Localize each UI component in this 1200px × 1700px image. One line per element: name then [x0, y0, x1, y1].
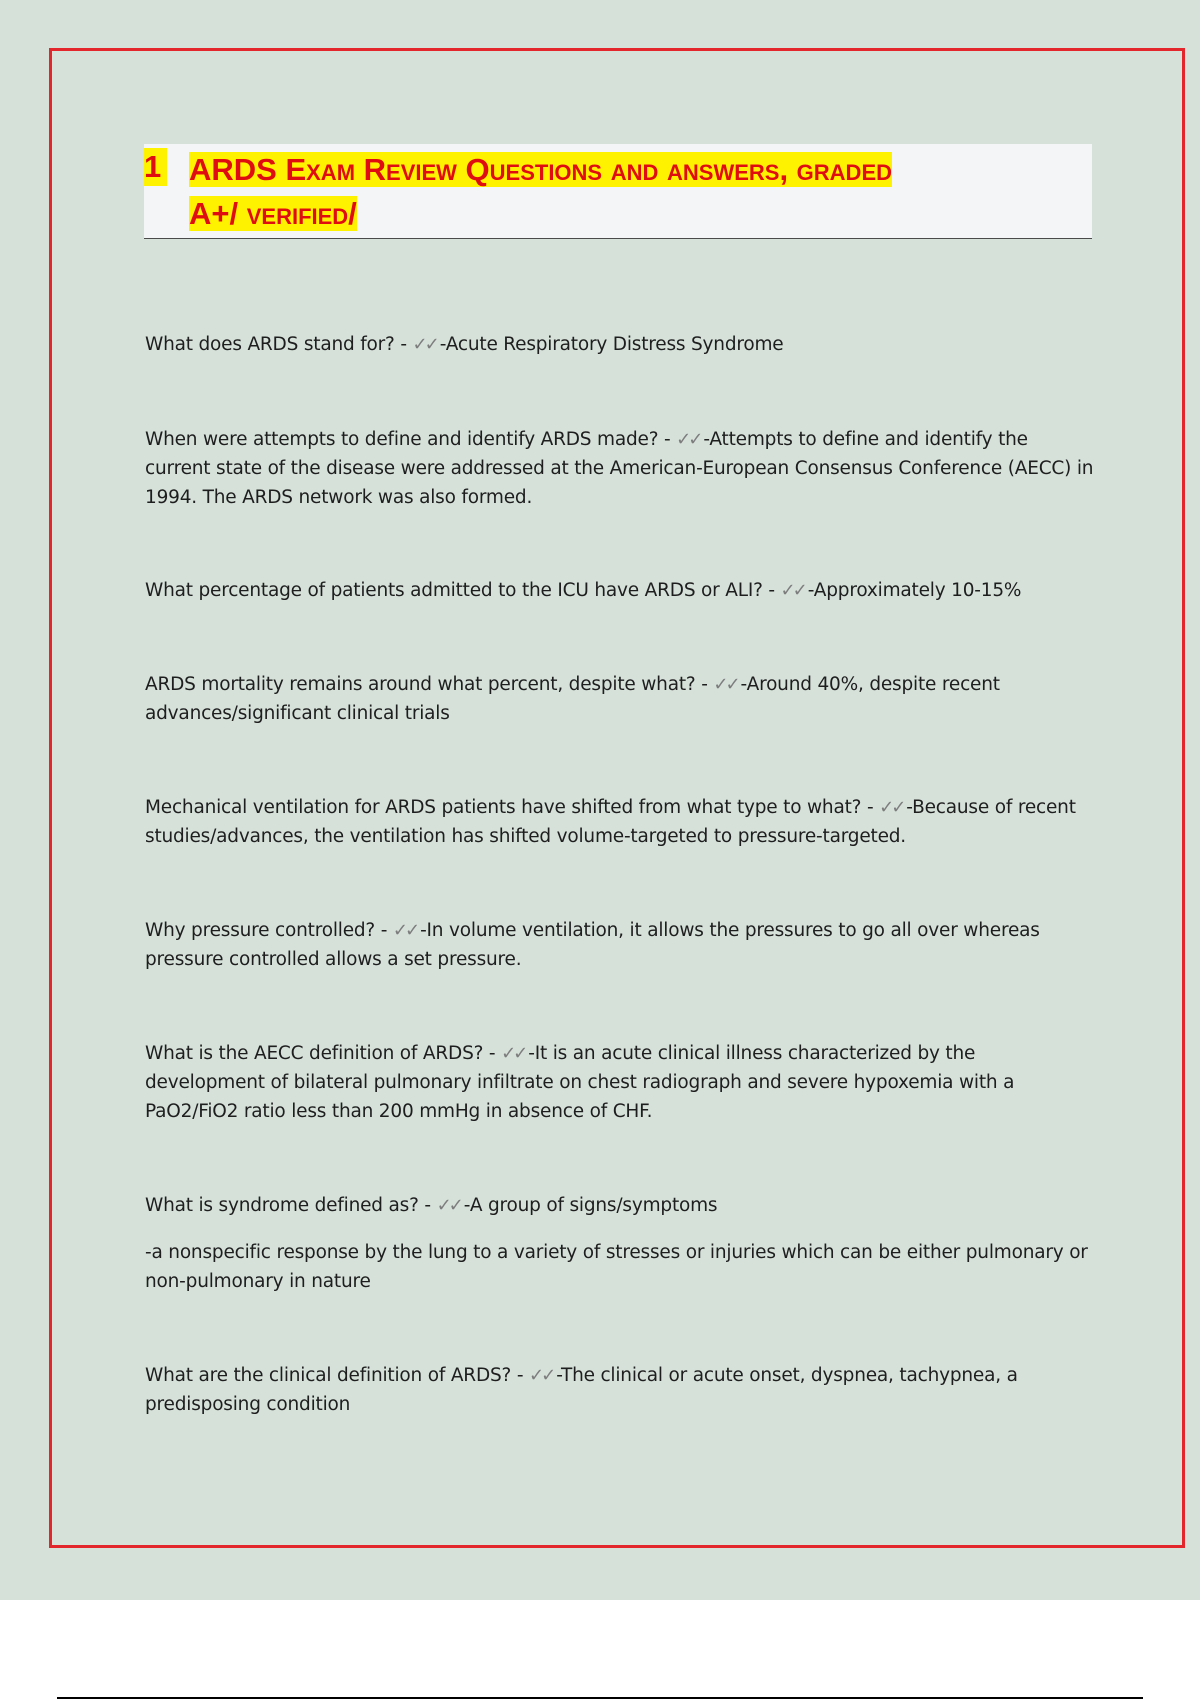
answer-text: A group of signs/symptoms — [469, 1195, 718, 1216]
answer-text: It is an acute clinical illness characterized by the development of bilateral pulmonary infiltrate on chest radiograph and severe hypoxemia with a PaO2/FiO2 ratio less than 200 mmHg in absence of CHF. — [145, 1043, 1015, 1122]
separator: - — [695, 674, 714, 695]
double-check-icon: ✓✓ — [412, 334, 437, 355]
double-check-icon: ✓✓ — [529, 1365, 554, 1386]
dash: - — [906, 797, 913, 818]
heading-number: 1 — [144, 148, 167, 186]
question-text: When were attempts to define and identify ARDS made? — [145, 429, 659, 450]
document-heading — [144, 144, 1092, 239]
dash: - — [528, 1043, 535, 1064]
qa-item — [145, 793, 1095, 851]
answer-text: In volume ventilation, it allows the pressures to go all over whereas pressure controlled allows a set pressure. — [145, 920, 1040, 970]
double-check-icon: ✓✓ — [676, 429, 701, 450]
qa-item — [145, 576, 1095, 605]
answer-text: Because of recent studies/advances, the ventilation has shifted volume-targeted to pressure-targeted. — [145, 797, 1076, 847]
separator: - — [511, 1365, 530, 1386]
question-text: What are the clinical definition of ARDS? — [145, 1365, 512, 1386]
question-text: Why pressure controlled? — [145, 920, 376, 941]
dash: - — [463, 1195, 470, 1216]
answer-extra-text: -a nonspecific response by the lung to a variety of stresses or injuries which can be either pulmonary or non-pulmonary in nature — [145, 1242, 1088, 1292]
dash: - — [439, 334, 446, 355]
double-check-icon: ✓✓ — [501, 1043, 526, 1064]
question-text: What is syndrome defined as? — [145, 1195, 419, 1216]
answer-text: The clinical or acute onset, dyspnea, tachypnea, a predisposing condition — [145, 1365, 1018, 1415]
qa-item — [145, 670, 1095, 728]
dash: - — [420, 920, 427, 941]
dash: - — [703, 429, 710, 450]
question-text: What does ARDS stand for? — [145, 334, 395, 355]
double-check-icon: ✓✓ — [780, 580, 805, 601]
answer-text: Approximately 10-15% — [813, 580, 1022, 601]
dash: - — [740, 674, 747, 695]
qa-item — [145, 425, 1095, 512]
double-check-icon: ✓✓ — [436, 1195, 461, 1216]
footer-divider — [57, 1697, 1143, 1699]
separator: - — [762, 580, 781, 601]
separator: - — [394, 334, 413, 355]
heading-text — [189, 148, 1089, 236]
qa-item — [145, 916, 1095, 974]
heading-line-1: ARDS Exam Review Questions and answers, graded — [189, 152, 892, 187]
heading-line-2: A+/ verified/ — [189, 196, 357, 231]
question-text: What percentage of patients admitted to the ICU have ARDS or ALI? — [145, 580, 763, 601]
qa-item — [145, 1039, 1095, 1126]
double-check-icon: ✓✓ — [392, 920, 418, 941]
double-check-icon: ✓✓ — [879, 797, 904, 818]
dash: - — [556, 1365, 561, 1386]
qa-item — [145, 330, 1095, 359]
qa-item-extra — [145, 1238, 1095, 1296]
separator: - — [375, 920, 393, 941]
double-check-icon: ✓✓ — [713, 674, 738, 695]
separator: - — [483, 1043, 502, 1064]
answer-text: Acute Respiratory Distress Syndrome — [445, 334, 784, 355]
question-text: What is the AECC definition of ARDS? — [145, 1043, 484, 1064]
separator: - — [861, 797, 880, 818]
dash: - — [807, 580, 814, 601]
qa-item — [145, 1361, 1095, 1419]
qa-item — [145, 1191, 1095, 1220]
answer-text: Around 40%, despite recent advances/significant clinical trials — [145, 674, 1000, 724]
separator: - — [658, 429, 677, 450]
answer-text: Attempts to define and identify the current state of the disease were addressed at the American-European Consensus Conference (AECC) in 1994. The ARDS network was also formed. — [145, 429, 1094, 508]
question-text: ARDS mortality remains around what percent, despite what? — [145, 674, 696, 695]
question-text: Mechanical ventilation for ARDS patients have shifted from what type to what? — [145, 797, 862, 818]
separator: - — [418, 1195, 437, 1216]
